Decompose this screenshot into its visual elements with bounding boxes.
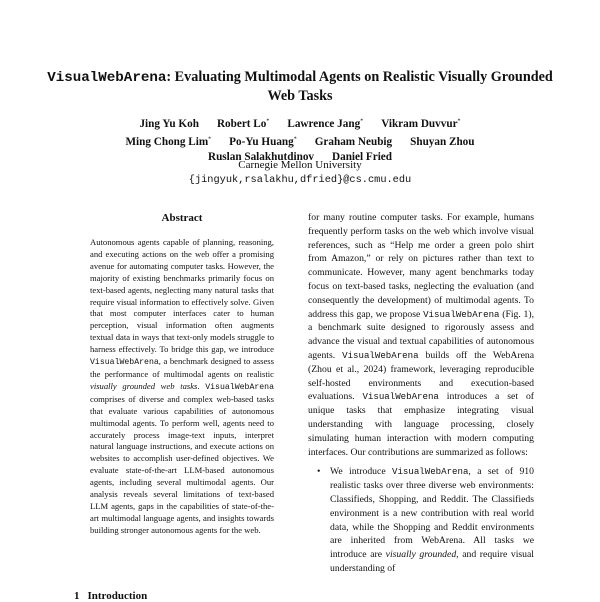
text-run: , a benchmark designed to assess the performance of multimodal agents on realistic — [90, 356, 274, 379]
section-title: Introduction — [87, 590, 148, 602]
abstract-heading: Abstract — [161, 212, 203, 224]
text-run: , a set of 910 realistic tasks over three diverse web environments: Classifieds, Shopping, and Reddit. The Classifieds environment is a new contribution with real world data, while the Shopping and Reddit environments are inherited from WebArena. All tasks we introduce are — [330, 466, 534, 561]
text-run: builds off the WebArena (Zhou et al., 2024) framework, leveraging reproducible self-hosted environments and execution-based evaluations. — [308, 349, 535, 403]
author-emails: {jingyuk,rsalakhu,dfried}@cs.cmu.edu — [188, 174, 412, 186]
author-name — [125, 136, 211, 148]
author-name-text: Po-Yu Huang — [229, 135, 294, 148]
author-name — [287, 118, 363, 130]
equal-contribution-mark: * — [457, 118, 461, 124]
title-system-name: VisualWebArena — [47, 70, 167, 86]
abstract-body — [90, 237, 274, 537]
author-name-text: Daniel Fried — [332, 151, 392, 164]
bullet-marker: • — [317, 466, 321, 478]
text-run: (Fig. 1), a benchmark suite designed to rigorously assess and advance the visual and textual capabilities of autonomous agents. — [308, 308, 535, 361]
system-name: VisualWebArena — [90, 358, 159, 368]
paper-title — [40, 68, 560, 105]
system-name: VisualWebArena — [205, 382, 275, 392]
text-run: Autonomous agents capable of planning, reasoning, and executing actions on the web offer a promising avenue for automating computer tasks. However, the majority of existing benchmarks primarily focus on text-based agents, neglecting many natural tasks that require visual information to effectively solve. Given that most computer interfaces cater to human perception, visual information often augments textual data in ways that text-only models struggle to harness effectively. To bridge this gap, we introduce — [90, 237, 274, 355]
author-name-text: Vikram Duvvur — [381, 117, 458, 130]
author-name — [381, 118, 460, 130]
introduction-heading — [74, 590, 155, 602]
text-run: introduces a set of unique tasks that emphasize integrating visual understanding with language processing, closely simulating human interaction with modern computing interfaces. Our contributions are summarized as follows: — [308, 391, 535, 458]
system-name: VisualWebArena — [423, 308, 500, 320]
bullet-text — [330, 466, 534, 574]
text-run: for many routine computer tasks. For example, humans frequently perform tasks on the web which involve visual references, such as “Help me order a green polo shirt from Amazon,” or rely on pictures rather than text to communicate. However, many agent benchmarks today focus on text-based tasks, neglecting the evaluation (and consequently the development) of multimodal agents. To address this gap, we propose — [308, 212, 534, 320]
author-name-text: Ming Chong Lim — [125, 135, 209, 148]
emphasis-text: visually grounded — [385, 549, 457, 561]
author-name — [139, 118, 199, 130]
equal-contribution-mark: * — [360, 118, 364, 124]
text-run: , and require visual understanding of — [330, 549, 534, 574]
author-name — [229, 136, 297, 148]
author-name-text: Shuyan Zhou — [410, 135, 475, 148]
author-row — [40, 132, 560, 150]
author-name-text: Robert Lo — [216, 117, 267, 130]
affiliation: Carnegie Mellon University — [238, 159, 362, 171]
author-name-text: Graham Neubig — [314, 135, 393, 148]
equal-contribution-mark: * — [208, 136, 212, 143]
equal-contribution-mark: * — [293, 136, 297, 143]
emphasis-text: visually grounded web tasks — [90, 380, 198, 391]
author-name-text: Ruslan Salakhutdinov — [207, 151, 315, 164]
author-name-text: Lawrence Jang — [287, 117, 361, 130]
equal-contribution-mark: * — [266, 118, 270, 124]
system-name: VisualWebArena — [392, 466, 469, 478]
list-item — [317, 465, 534, 575]
text-run: We introduce — [330, 466, 392, 478]
system-name: VisualWebArena — [362, 391, 439, 403]
author-name — [410, 136, 474, 148]
intro-paragraph — [308, 211, 534, 459]
author-name — [315, 136, 392, 148]
author-name — [217, 118, 269, 130]
system-name: VisualWebArena — [342, 349, 419, 361]
title-text: : Evaluating Multimodal Agents on Realistic Visually Grounded Web Tasks — [166, 69, 553, 104]
section-number: 1 — [74, 590, 80, 602]
text-run: comprises of diverse and complex web-based tasks that evaluate various capabilities of autonomous multimodal agents. To perform well, agents need to accurately process image-text inputs, interpret natural language instructions, and execute actions on websites to accomplish user-defined objectives. We evaluate state-of-the-art LLM-based autonomous agents, including several multimodal agents. Our analysis reveals several limitations of text-based LLM agents, gaps in the capabilities of state-of-the-art multimodal language agents, and insights towards building stronger autonomous agents for the web. — [90, 393, 274, 535]
text-run: . — [197, 380, 206, 391]
contribution-list — [308, 465, 534, 575]
right-column — [308, 211, 534, 576]
author-row — [40, 114, 560, 132]
author-name-text: Jing Yu Koh — [139, 117, 199, 130]
